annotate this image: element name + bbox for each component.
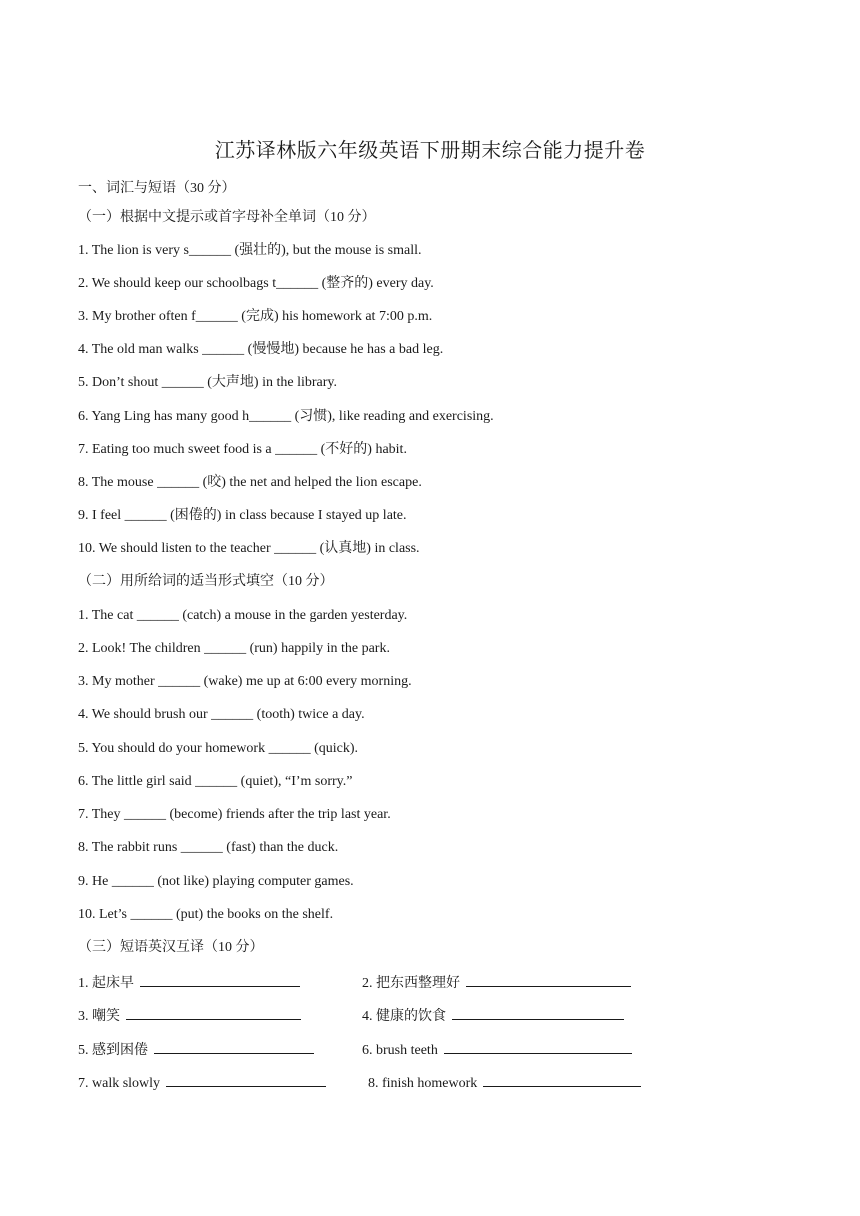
translation-prompt: 7. walk slowly: [78, 1076, 161, 1091]
translation-item-2: [362, 971, 631, 994]
part1-item-1: 1. The lion is very s______ (强壮的), but the mouse is small.: [78, 243, 422, 258]
translation-item-7: [78, 1071, 326, 1094]
part2-item-8: 8. The rabbit runs ______ (fast) than the duck.: [78, 840, 339, 855]
answer-line[interactable]: [452, 1004, 624, 1020]
translation-prompt: 6. brush teeth: [362, 1043, 438, 1058]
part1-item-4: 4. The old man walks ______ (慢慢地) because he has a bad leg.: [78, 342, 444, 357]
translation-prompt: 5. 感到困倦: [78, 1043, 148, 1058]
page-title: 江苏译林版六年级英语下册期末综合能力提升卷: [214, 140, 646, 162]
part3-heading: （三）短语英汉互译（10 分）: [78, 940, 264, 955]
translation-prompt: 4. 健康的饮食: [362, 1009, 446, 1024]
part2-item-3: 3. My mother ______ (wake) me up at 6:00 every morning.: [78, 674, 412, 689]
part1-item-7: 7. Eating too much sweet food is a ______ (不好的) habit.: [78, 442, 407, 457]
part2-item-7: 7. They ______ (become) friends after the trip last year.: [78, 807, 391, 822]
answer-line[interactable]: [483, 1071, 641, 1087]
part1-item-8: 8. The mouse ______ (咬) the net and helped the lion escape.: [78, 475, 422, 490]
part1-item-5: 5. Don’t shout ______ (大声地) in the library.: [78, 375, 337, 390]
part2-item-9: 9. He ______ (not like) playing computer games.: [78, 874, 354, 889]
part2-item-4: 4. We should brush our ______ (tooth) twice a day.: [78, 707, 365, 722]
answer-line[interactable]: [444, 1038, 632, 1054]
part2-item-5: 5. You should do your homework ______ (quick).: [78, 741, 358, 756]
answer-line[interactable]: [154, 1038, 314, 1054]
translation-item-6: [362, 1038, 632, 1061]
answer-line[interactable]: [166, 1071, 326, 1087]
part2-heading: （二）用所给词的适当形式填空（10 分）: [78, 574, 334, 589]
answer-line[interactable]: [126, 1004, 301, 1020]
translation-item-4: [362, 1004, 624, 1027]
translation-item-1: [78, 971, 300, 994]
translation-prompt: 8. finish homework: [368, 1076, 478, 1091]
part1-heading: （一）根据中文提示或首字母补全单词（10 分）: [78, 210, 376, 225]
part1-item-3: 3. My brother often f______ (完成) his homework at 7:00 p.m.: [78, 309, 433, 324]
part1-item-9: 9. I feel ______ (困倦的) in class because I stayed up late.: [78, 508, 407, 523]
answer-line[interactable]: [140, 971, 300, 987]
section-heading: 一、词汇与短语（30 分）: [78, 181, 236, 196]
part1-item-6: 6. Yang Ling has many good h______ (习惯), like reading and exercising.: [78, 409, 494, 424]
part1-item-10: 10. We should listen to the teacher ______ (认真地) in class.: [78, 541, 420, 556]
translation-item-3: [78, 1004, 301, 1027]
part2-item-10: 10. Let’s ______ (put) the books on the shelf.: [78, 907, 334, 922]
translation-prompt: 2. 把东西整理好: [362, 976, 460, 991]
translation-prompt: 1. 起床早: [78, 976, 134, 991]
part2-item-1: 1. The cat ______ (catch) a mouse in the garden yesterday.: [78, 608, 408, 623]
translation-item-8: [368, 1071, 641, 1094]
translation-prompt: 3. 嘲笑: [78, 1009, 120, 1024]
part2-item-6: 6. The little girl said ______ (quiet), “I’m sorry.”: [78, 774, 353, 789]
answer-line[interactable]: [466, 971, 631, 987]
translation-item-5: [78, 1038, 314, 1061]
part2-item-2: 2. Look! The children ______ (run) happily in the park.: [78, 641, 390, 656]
part1-item-2: 2. We should keep our schoolbags t______ (整齐的) every day.: [78, 276, 434, 291]
